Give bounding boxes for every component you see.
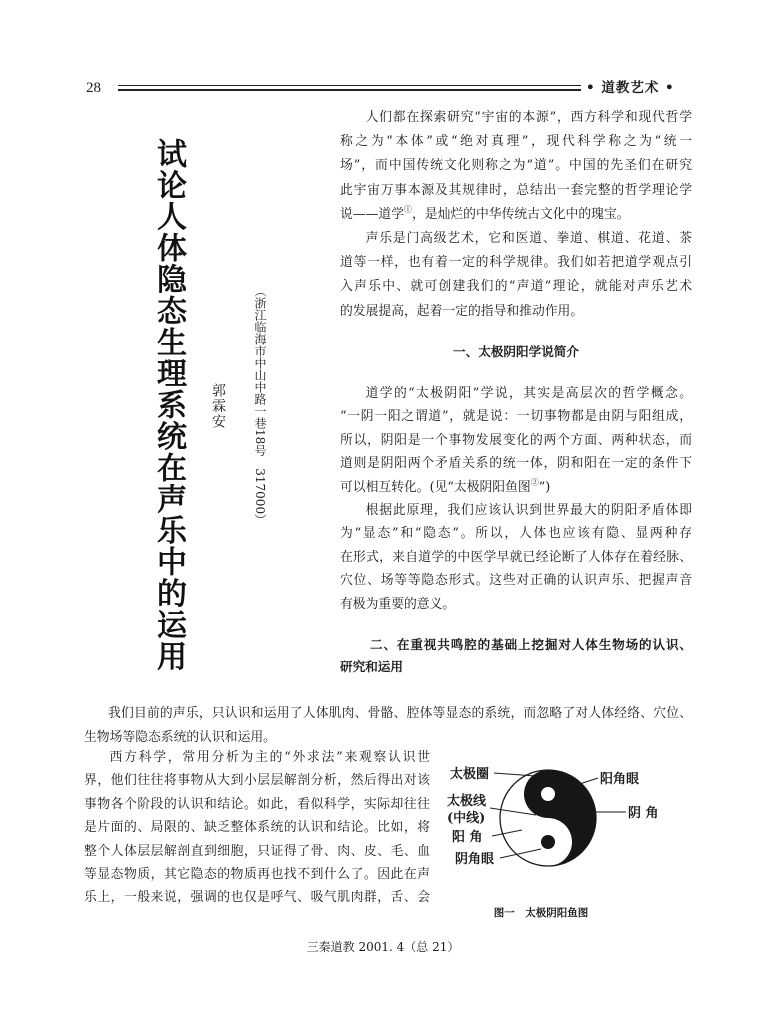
- text-line: 西方科学，常用分析为主的“外求法”来观察认识世: [109, 750, 430, 765]
- text-line: 道学的“太极阴阳”学说，其实是高层次的哲学概念。: [365, 386, 692, 401]
- text-line: [340, 476, 692, 499]
- paragraph: [340, 382, 692, 499]
- text-line: 穴位、场等等隐态形式。这些对正确的认识声乐、把握声音: [340, 573, 692, 589]
- text-line: 声乐是门高级艺术，它和医道、拳道、棋道、花道、茶: [365, 230, 692, 246]
- text-line: “一阴一阳之谓道”，就是说：一切事物都是由阴与阳组成，: [340, 409, 692, 425]
- footnote-marker: ②: [530, 477, 539, 487]
- text-line: 的发展提高，起着一定的指导和推动作用。: [340, 303, 584, 319]
- author-address: （浙江临海市中山中路一巷18号 317000）: [253, 285, 267, 527]
- text-line: 等显态物质，其它隐态的物质再也找不到什么了。因此在声: [84, 866, 430, 882]
- label-yang-fish: 阳 角: [452, 830, 483, 845]
- text-line: 整个人体层层解剖直到细胞，只证得了骨、肉、皮、毛、血: [84, 843, 430, 859]
- intro-block: [340, 106, 692, 324]
- text-line: 为“显态”和“隐态”。所以，人体也应该有隐、显两种存: [340, 526, 692, 542]
- label-yin-fish-eye: 阴角眼: [455, 852, 495, 867]
- label-taiji-circle: 太极圈: [450, 767, 490, 782]
- label-center-line: (中线): [447, 811, 486, 826]
- page-number: 28: [86, 80, 101, 96]
- section1-body: [340, 382, 692, 616]
- text-line: 我们目前的声乐，只认识和运用了人体肌肉、骨骼、腔体等显态的系统，而忽略了对人体经络、穴位、: [108, 706, 692, 721]
- journal-footer: 三秦道教 2001. 4（总 21）: [306, 940, 460, 954]
- text-line: 此宇宙万事本源及其规律时，总结出一套完整的哲学理论学: [340, 182, 692, 198]
- figure-caption: 图一 太极阴阳鱼图: [493, 907, 589, 919]
- header-rule: [118, 85, 581, 91]
- paragraph: [340, 499, 692, 616]
- footnote-marker: ①: [403, 204, 412, 214]
- text-line: 称之为“本体”或“绝对真理”，现代科学称之为“统一: [340, 134, 692, 150]
- column-label: • 道教艺术 •: [586, 80, 675, 96]
- article-title: 试论人体隐态生理系统在声乐中的运用: [151, 138, 186, 672]
- text-line: 乐上，一般来说，强调的也仅是呼气、吸气肌肉群，舌、会: [84, 890, 430, 906]
- yang-eye-dot: [541, 787, 555, 801]
- text-line: 所以，阴阳是一个事物发展变化的两个方面、两种状态，而: [340, 432, 692, 448]
- yin-yang-figure: [440, 750, 692, 925]
- text-line: 根据此原理，我们应该认识到世界最大的阴阳矛盾体即: [365, 502, 692, 518]
- section-heading: 一、太极阴阳学说简介: [453, 344, 579, 359]
- paragraph: [340, 106, 692, 227]
- text-line: 场”，而中国传统文化则称之为“道”。中国的先圣们在研究: [340, 158, 692, 174]
- text-line: [340, 203, 692, 227]
- text-line: 事物各个阶段的认识和结论。如此，看似科学，实际却往往: [84, 796, 430, 812]
- text-line: 生物场等隐态系统的认识和运用。: [84, 730, 276, 745]
- article-author: 郭霖安: [210, 383, 226, 430]
- text-fragment: ，是灿烂的中华传统古文化中的瑰宝。: [411, 206, 630, 222]
- label-taiji-line: 太极线: [447, 794, 487, 809]
- text-line: 在形式，来自道学的中医学早就已经论断了人体存在着经脉、: [340, 549, 692, 565]
- heading-line: 二、在重视共鸣腔的基础上挖掘对人体生物场的认识、: [370, 637, 692, 652]
- yin-eye-dot: [541, 835, 555, 849]
- text-line: 有极为重要的意义。: [340, 596, 456, 612]
- text-line: 入声乐中、就可创建我们的“声道”理论，就能对声乐艺术: [340, 279, 692, 295]
- text-line: 道等一样，也有着一定的科学规律。我们如若把道学观点引: [340, 255, 692, 271]
- label-yang-fish-eye: 阳角眼: [600, 772, 640, 787]
- text-fragment: 可以相互转化。(见“太极阴阳鱼图: [340, 479, 531, 495]
- paragraph: [84, 702, 692, 750]
- label-yin-fish: 阴 角: [628, 806, 659, 821]
- text-line: 是片面的、局限的、缺乏整体系统的认识和结论。比如，将: [84, 820, 430, 836]
- text-line: 人们都在探索研究“宇宙的本源”，西方科学和现代哲学: [365, 110, 692, 125]
- text-fragment: ”): [538, 479, 551, 495]
- paragraph: [84, 746, 430, 910]
- text-line: 界，他们往往将事物从大到小层层解剖分析，然后得出对该: [84, 773, 430, 789]
- text-line: 道则是阴阳两个矛盾关系的统一体，阴和阳在一定的条件下: [340, 456, 692, 472]
- heading-line: 研究和运用: [340, 659, 403, 674]
- text-fragment: 说——道学: [340, 206, 404, 222]
- paragraph: [340, 227, 692, 324]
- section-heading: [340, 634, 692, 678]
